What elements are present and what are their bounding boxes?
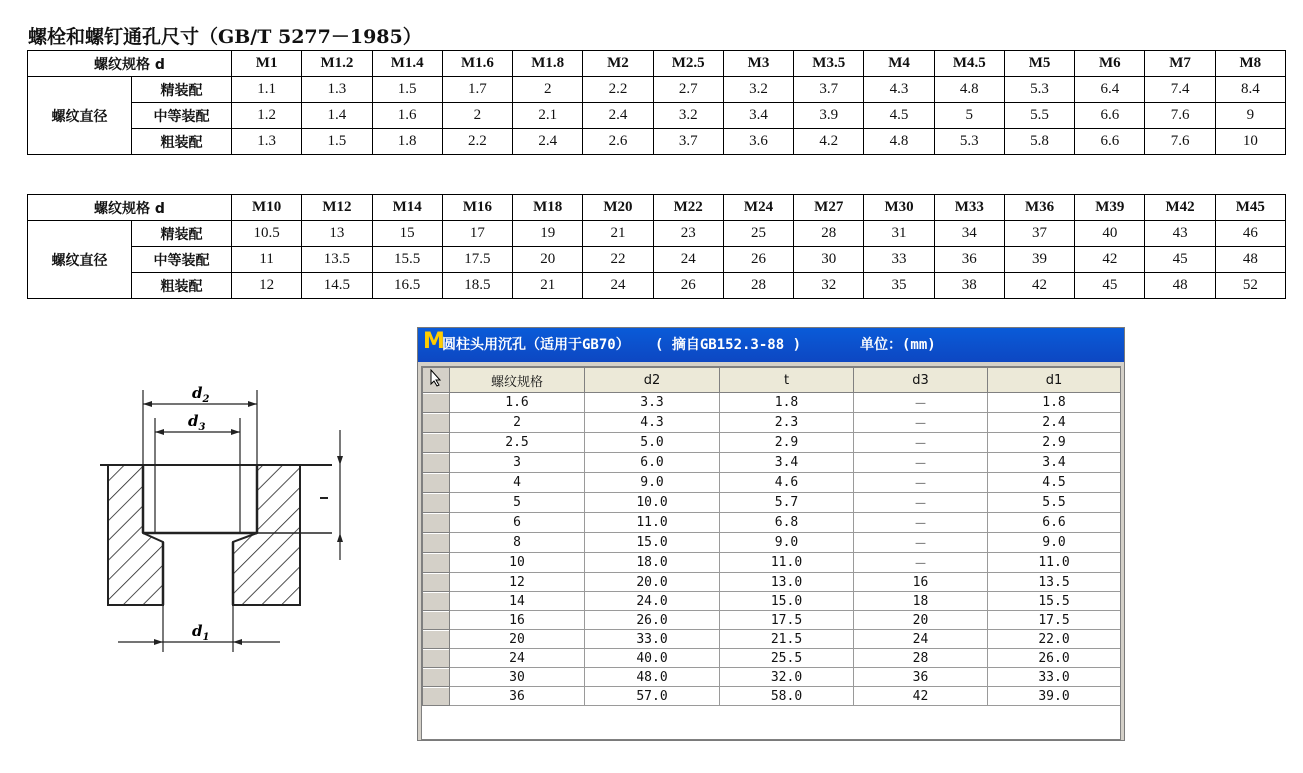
grid-cell[interactable]: 11.0 xyxy=(720,553,854,573)
grid-cell[interactable]: 2.3 xyxy=(720,413,854,433)
size-header: M1.2 xyxy=(302,51,372,77)
size-header: M16 xyxy=(442,195,512,221)
table-row[interactable] xyxy=(423,553,1121,573)
grid-cell[interactable]: 17.5 xyxy=(988,611,1121,630)
table-cell: 34 xyxy=(934,221,1004,247)
grid-cell[interactable]: － xyxy=(854,533,988,553)
grid-cell[interactable]: 4 xyxy=(450,473,585,493)
grid-cell[interactable]: 4.5 xyxy=(988,473,1121,493)
table-cell: 7.6 xyxy=(1145,103,1215,129)
size-header: M24 xyxy=(723,195,793,221)
table-cell: 18.5 xyxy=(442,273,512,299)
size-header: M2 xyxy=(583,51,653,77)
table-cell: 25 xyxy=(723,221,793,247)
table-row[interactable] xyxy=(423,393,1121,413)
table-row[interactable] xyxy=(423,630,1121,649)
size-header: M30 xyxy=(864,195,934,221)
page-title: 螺栓和螺钉通孔尺寸（GB/T 5277－1985） xyxy=(28,26,422,48)
row-selector[interactable] xyxy=(423,573,450,592)
grid-cell[interactable]: 14 xyxy=(450,592,585,611)
grid-corner[interactable] xyxy=(423,368,450,393)
grid-cell[interactable]: 5.0 xyxy=(585,433,720,453)
column-header[interactable]: d2 xyxy=(585,368,720,393)
grid-cell[interactable]: 6.6 xyxy=(988,513,1121,533)
counterbore-drawing xyxy=(100,370,360,660)
table-cell: 5 xyxy=(934,103,1004,129)
grid-cell[interactable]: 2.5 xyxy=(450,433,585,453)
table-cell: 13.5 xyxy=(302,247,372,273)
row-selector[interactable] xyxy=(423,553,450,573)
table-cell: 1.3 xyxy=(232,129,302,155)
grid-cell[interactable]: 3.4 xyxy=(720,453,854,473)
grid-cell[interactable]: 11.0 xyxy=(988,553,1121,573)
table-cell: 3.7 xyxy=(794,77,864,103)
grid-cell[interactable]: － xyxy=(854,553,988,573)
d3-label: $d_3$ xyxy=(188,412,206,433)
table-cell: 1.1 xyxy=(232,77,302,103)
table-cell: 52 xyxy=(1215,273,1285,299)
grid-cell[interactable]: 26.0 xyxy=(585,611,720,630)
row-selector[interactable] xyxy=(423,473,450,493)
size-header: M3.5 xyxy=(794,51,864,77)
table-row[interactable] xyxy=(423,592,1121,611)
grid-cell[interactable]: 57.0 xyxy=(585,687,720,706)
table-cell: 28 xyxy=(723,273,793,299)
table-cell: 4.8 xyxy=(864,129,934,155)
table-cell: 6.6 xyxy=(1075,129,1145,155)
size-header: M14 xyxy=(372,195,442,221)
table-cell: 19 xyxy=(513,221,583,247)
size-header: M3 xyxy=(723,51,793,77)
grid-cell[interactable]: 40.0 xyxy=(585,649,720,668)
size-header: M12 xyxy=(302,195,372,221)
table-row[interactable] xyxy=(423,433,1121,453)
grid-cell[interactable]: 10.0 xyxy=(585,493,720,513)
grid-cell[interactable]: 21.5 xyxy=(720,630,854,649)
size-header: M4.5 xyxy=(934,51,1004,77)
grid-cell[interactable]: 36 xyxy=(450,687,585,706)
table-cell: 2.2 xyxy=(583,77,653,103)
table-cell: 1.3 xyxy=(302,77,372,103)
arrow-cursor-icon xyxy=(429,369,443,387)
table-cell: 1.4 xyxy=(302,103,372,129)
table-cell: 48 xyxy=(1145,273,1215,299)
row-selector[interactable] xyxy=(423,453,450,473)
table-cell: 1.8 xyxy=(372,129,442,155)
table-cell: 20 xyxy=(513,247,583,273)
table-cell: 11 xyxy=(232,247,302,273)
grid-cell[interactable]: 5.7 xyxy=(720,493,854,513)
grid-cell[interactable]: 8 xyxy=(450,533,585,553)
size-header: M18 xyxy=(513,195,583,221)
table-cell: 1.2 xyxy=(232,103,302,129)
grid-cell[interactable]: 3.3 xyxy=(585,393,720,413)
table-cell: 4.3 xyxy=(864,77,934,103)
size-header: M20 xyxy=(583,195,653,221)
table-cell: 38 xyxy=(934,273,1004,299)
grid-cell[interactable]: － xyxy=(854,433,988,453)
table-row[interactable] xyxy=(423,573,1121,592)
row-selector[interactable] xyxy=(423,393,450,413)
table-cell: 17 xyxy=(442,221,512,247)
table-cell: 35 xyxy=(864,273,934,299)
size-header: M45 xyxy=(1215,195,1285,221)
table-cell: 33 xyxy=(864,247,934,273)
grid-cell[interactable]: － xyxy=(854,473,988,493)
hole-size-table-large xyxy=(27,194,1286,299)
grid-cell[interactable]: 9.0 xyxy=(988,533,1121,553)
table-cell: 6.6 xyxy=(1075,103,1145,129)
table-cell: 46 xyxy=(1215,221,1285,247)
table-cell: 17.5 xyxy=(442,247,512,273)
row-selector[interactable] xyxy=(423,433,450,453)
grid-cell[interactable]: 1.8 xyxy=(720,393,854,413)
counterbore-window xyxy=(417,327,1125,741)
size-header: M1 xyxy=(232,51,302,77)
grid-cell[interactable]: 13.5 xyxy=(988,573,1121,592)
size-header: M39 xyxy=(1075,195,1145,221)
table-cell: 15.5 xyxy=(372,247,442,273)
row-selector[interactable] xyxy=(423,687,450,706)
grid-cell[interactable]: 17.5 xyxy=(720,611,854,630)
grid-cell[interactable]: 10 xyxy=(450,553,585,573)
d1-label: $d_1$ xyxy=(192,622,210,643)
window-title-bar[interactable] xyxy=(418,328,1124,362)
fit-label: 粗装配 xyxy=(132,129,232,155)
table-cell: 10 xyxy=(1215,129,1285,155)
fit-label: 中等装配 xyxy=(132,103,232,129)
table-cell: 2 xyxy=(442,103,512,129)
size-header: M22 xyxy=(653,195,723,221)
grid-cell[interactable]: 6.0 xyxy=(585,453,720,473)
table-cell: 2 xyxy=(513,77,583,103)
table-cell: 12 xyxy=(232,273,302,299)
data-grid[interactable] xyxy=(421,366,1121,740)
table-cell: 26 xyxy=(653,273,723,299)
table-cell: 16.5 xyxy=(372,273,442,299)
table-cell: 15 xyxy=(372,221,442,247)
table-cell: 48 xyxy=(1215,247,1285,273)
table-cell: 7.6 xyxy=(1145,129,1215,155)
table-row[interactable] xyxy=(423,453,1121,473)
grid-cell[interactable]: 9.0 xyxy=(720,533,854,553)
row-selector[interactable] xyxy=(423,630,450,649)
grid-cell[interactable]: 16 xyxy=(854,573,988,592)
table-row[interactable] xyxy=(423,513,1121,533)
row-selector[interactable] xyxy=(423,668,450,687)
table-cell: 2.2 xyxy=(442,129,512,155)
grid-cell[interactable]: 24 xyxy=(854,630,988,649)
table-cell: 6.4 xyxy=(1075,77,1145,103)
size-header: M27 xyxy=(794,195,864,221)
table-cell: 23 xyxy=(653,221,723,247)
table-cell: 24 xyxy=(653,247,723,273)
column-header[interactable]: t xyxy=(720,368,854,393)
hole-size-table-small xyxy=(27,50,1286,155)
d2-label: $d_2$ xyxy=(192,384,210,405)
table-cell: 21 xyxy=(583,221,653,247)
size-header: M10 xyxy=(232,195,302,221)
grid-cell[interactable]: 2.9 xyxy=(720,433,854,453)
table-cell: 4.8 xyxy=(934,77,1004,103)
table-cell: 3.6 xyxy=(723,129,793,155)
grid-cell[interactable]: 5 xyxy=(450,493,585,513)
table-cell: 32 xyxy=(794,273,864,299)
size-header: M8 xyxy=(1215,51,1285,77)
table-row[interactable] xyxy=(423,649,1121,668)
table-cell: 8.4 xyxy=(1215,77,1285,103)
grid-cell[interactable]: 1.8 xyxy=(988,393,1121,413)
grid-cell[interactable]: 6.8 xyxy=(720,513,854,533)
row-selector[interactable] xyxy=(423,611,450,630)
table-cell: 26 xyxy=(723,247,793,273)
table-cell: 36 xyxy=(934,247,1004,273)
grid-cell[interactable]: 58.0 xyxy=(720,687,854,706)
diameter-label: 螺纹直径 xyxy=(28,221,132,299)
size-header: M33 xyxy=(934,195,1004,221)
table-cell: 2.4 xyxy=(513,129,583,155)
size-header: M6 xyxy=(1075,51,1145,77)
size-header: M7 xyxy=(1145,51,1215,77)
table-cell: 10.5 xyxy=(232,221,302,247)
table-cell: 2.4 xyxy=(583,103,653,129)
row-selector[interactable] xyxy=(423,533,450,553)
diameter-label: 螺纹直径 xyxy=(28,77,132,155)
grid-cell[interactable]: 33.0 xyxy=(988,668,1121,687)
size-header: M1.4 xyxy=(372,51,442,77)
grid-cell[interactable]: 3.4 xyxy=(988,453,1121,473)
spec-header: 螺纹规格 d xyxy=(28,51,232,77)
spec-header: 螺纹规格 d xyxy=(28,195,232,221)
grid-cell[interactable]: 13.0 xyxy=(720,573,854,592)
size-header: M1.8 xyxy=(513,51,583,77)
size-header: M5 xyxy=(1004,51,1074,77)
grid-cell[interactable]: 24 xyxy=(450,649,585,668)
table-cell: 5.8 xyxy=(1004,129,1074,155)
grid-cell[interactable]: 2.4 xyxy=(988,413,1121,433)
fit-label: 精装配 xyxy=(132,221,232,247)
grid-cell[interactable]: 1.6 xyxy=(450,393,585,413)
column-header[interactable]: d1 xyxy=(988,368,1121,393)
table-cell: 5.5 xyxy=(1004,103,1074,129)
table-cell: 1.7 xyxy=(442,77,512,103)
table-row[interactable] xyxy=(423,473,1121,493)
window-title: 圆柱头用沉孔（适用于GB70） ( 摘自GB152.3-88 ) 单位：(mm) xyxy=(442,337,936,353)
table-cell: 24 xyxy=(583,273,653,299)
table-row[interactable] xyxy=(423,611,1121,630)
table-cell: 43 xyxy=(1145,221,1215,247)
size-header: M2.5 xyxy=(653,51,723,77)
counterbore-grid xyxy=(422,367,1121,706)
table-row[interactable] xyxy=(423,533,1121,553)
table-cell: 4.2 xyxy=(794,129,864,155)
column-header[interactable]: d3 xyxy=(854,368,988,393)
table-cell: 3.2 xyxy=(653,103,723,129)
table-cell: 1.6 xyxy=(372,103,442,129)
grid-cell[interactable]: 9.0 xyxy=(585,473,720,493)
grid-cell[interactable]: 36 xyxy=(854,668,988,687)
table-cell: 4.5 xyxy=(864,103,934,129)
grid-cell[interactable]: 15.0 xyxy=(585,533,720,553)
table-cell: 22 xyxy=(583,247,653,273)
grid-cell[interactable]: 42 xyxy=(854,687,988,706)
size-header: M36 xyxy=(1004,195,1074,221)
size-header: M1.6 xyxy=(442,51,512,77)
table-row[interactable] xyxy=(423,493,1121,513)
grid-cell[interactable]: 32.0 xyxy=(720,668,854,687)
table-cell: 2.6 xyxy=(583,129,653,155)
table-cell: 45 xyxy=(1075,273,1145,299)
table-row[interactable] xyxy=(423,413,1121,433)
row-selector[interactable] xyxy=(423,493,450,513)
table-cell: 3.9 xyxy=(794,103,864,129)
grid-cell[interactable]: 15.5 xyxy=(988,592,1121,611)
grid-cell[interactable]: 20.0 xyxy=(585,573,720,592)
size-header: M4 xyxy=(864,51,934,77)
table-cell: 39 xyxy=(1004,247,1074,273)
table-cell: 28 xyxy=(794,221,864,247)
fit-label: 精装配 xyxy=(132,77,232,103)
grid-cell[interactable]: 18 xyxy=(854,592,988,611)
table-cell: 1.5 xyxy=(372,77,442,103)
table-row[interactable] xyxy=(423,668,1121,687)
grid-cell[interactable]: 20 xyxy=(854,611,988,630)
row-selector[interactable] xyxy=(423,413,450,433)
grid-cell[interactable]: 26.0 xyxy=(988,649,1121,668)
size-header: M42 xyxy=(1145,195,1215,221)
table-cell: 2.1 xyxy=(513,103,583,129)
table-cell: 5.3 xyxy=(934,129,1004,155)
fit-label: 中等装配 xyxy=(132,247,232,273)
grid-cell[interactable]: 28 xyxy=(854,649,988,668)
table-cell: 5.3 xyxy=(1004,77,1074,103)
row-selector[interactable] xyxy=(423,649,450,668)
grid-cell[interactable]: 12 xyxy=(450,573,585,592)
grid-cell[interactable]: － xyxy=(854,453,988,473)
table-cell: 1.5 xyxy=(302,129,372,155)
table-cell: 42 xyxy=(1075,247,1145,273)
table-cell: 9 xyxy=(1215,103,1285,129)
grid-cell[interactable]: 4.3 xyxy=(585,413,720,433)
grid-cell[interactable]: 22.0 xyxy=(988,630,1121,649)
table-cell: 3.4 xyxy=(723,103,793,129)
table-cell: 40 xyxy=(1075,221,1145,247)
table-cell: 42 xyxy=(1004,273,1074,299)
grid-cell[interactable]: 33.0 xyxy=(585,630,720,649)
column-header[interactable]: 螺纹规格 xyxy=(450,368,585,393)
grid-cell[interactable]: 3 xyxy=(450,453,585,473)
grid-cell[interactable]: 30 xyxy=(450,668,585,687)
grid-cell[interactable]: 18.0 xyxy=(585,553,720,573)
table-cell: 3.2 xyxy=(723,77,793,103)
table-cell: 14.5 xyxy=(302,273,372,299)
table-cell: 2.7 xyxy=(653,77,723,103)
table-cell: 45 xyxy=(1145,247,1215,273)
table-cell: 7.4 xyxy=(1145,77,1215,103)
row-selector[interactable] xyxy=(423,513,450,533)
grid-cell[interactable]: 6 xyxy=(450,513,585,533)
grid-cell[interactable]: 4.6 xyxy=(720,473,854,493)
grid-cell[interactable]: 16 xyxy=(450,611,585,630)
grid-cell[interactable]: 48.0 xyxy=(585,668,720,687)
grid-cell[interactable]: 5.5 xyxy=(988,493,1121,513)
row-selector[interactable] xyxy=(423,592,450,611)
app-icon: M xyxy=(423,329,445,354)
grid-cell[interactable]: － xyxy=(854,413,988,433)
table-cell: 37 xyxy=(1004,221,1074,247)
grid-cell[interactable]: 15.0 xyxy=(720,592,854,611)
grid-cell[interactable]: 11.0 xyxy=(585,513,720,533)
table-cell: 13 xyxy=(302,221,372,247)
table-cell: 30 xyxy=(794,247,864,273)
fit-label: 粗装配 xyxy=(132,273,232,299)
grid-cell[interactable]: 2.9 xyxy=(988,433,1121,453)
grid-cell[interactable]: 2 xyxy=(450,413,585,433)
grid-cell[interactable]: － xyxy=(854,393,988,413)
grid-cell[interactable]: 25.5 xyxy=(720,649,854,668)
grid-cell[interactable]: 20 xyxy=(450,630,585,649)
grid-cell[interactable]: － xyxy=(854,493,988,513)
grid-cell[interactable]: 24.0 xyxy=(585,592,720,611)
table-cell: 31 xyxy=(864,221,934,247)
grid-cell[interactable]: － xyxy=(854,513,988,533)
grid-cell[interactable]: 39.0 xyxy=(988,687,1121,706)
table-cell: 21 xyxy=(513,273,583,299)
table-row[interactable] xyxy=(423,687,1121,706)
table-cell: 3.7 xyxy=(653,129,723,155)
